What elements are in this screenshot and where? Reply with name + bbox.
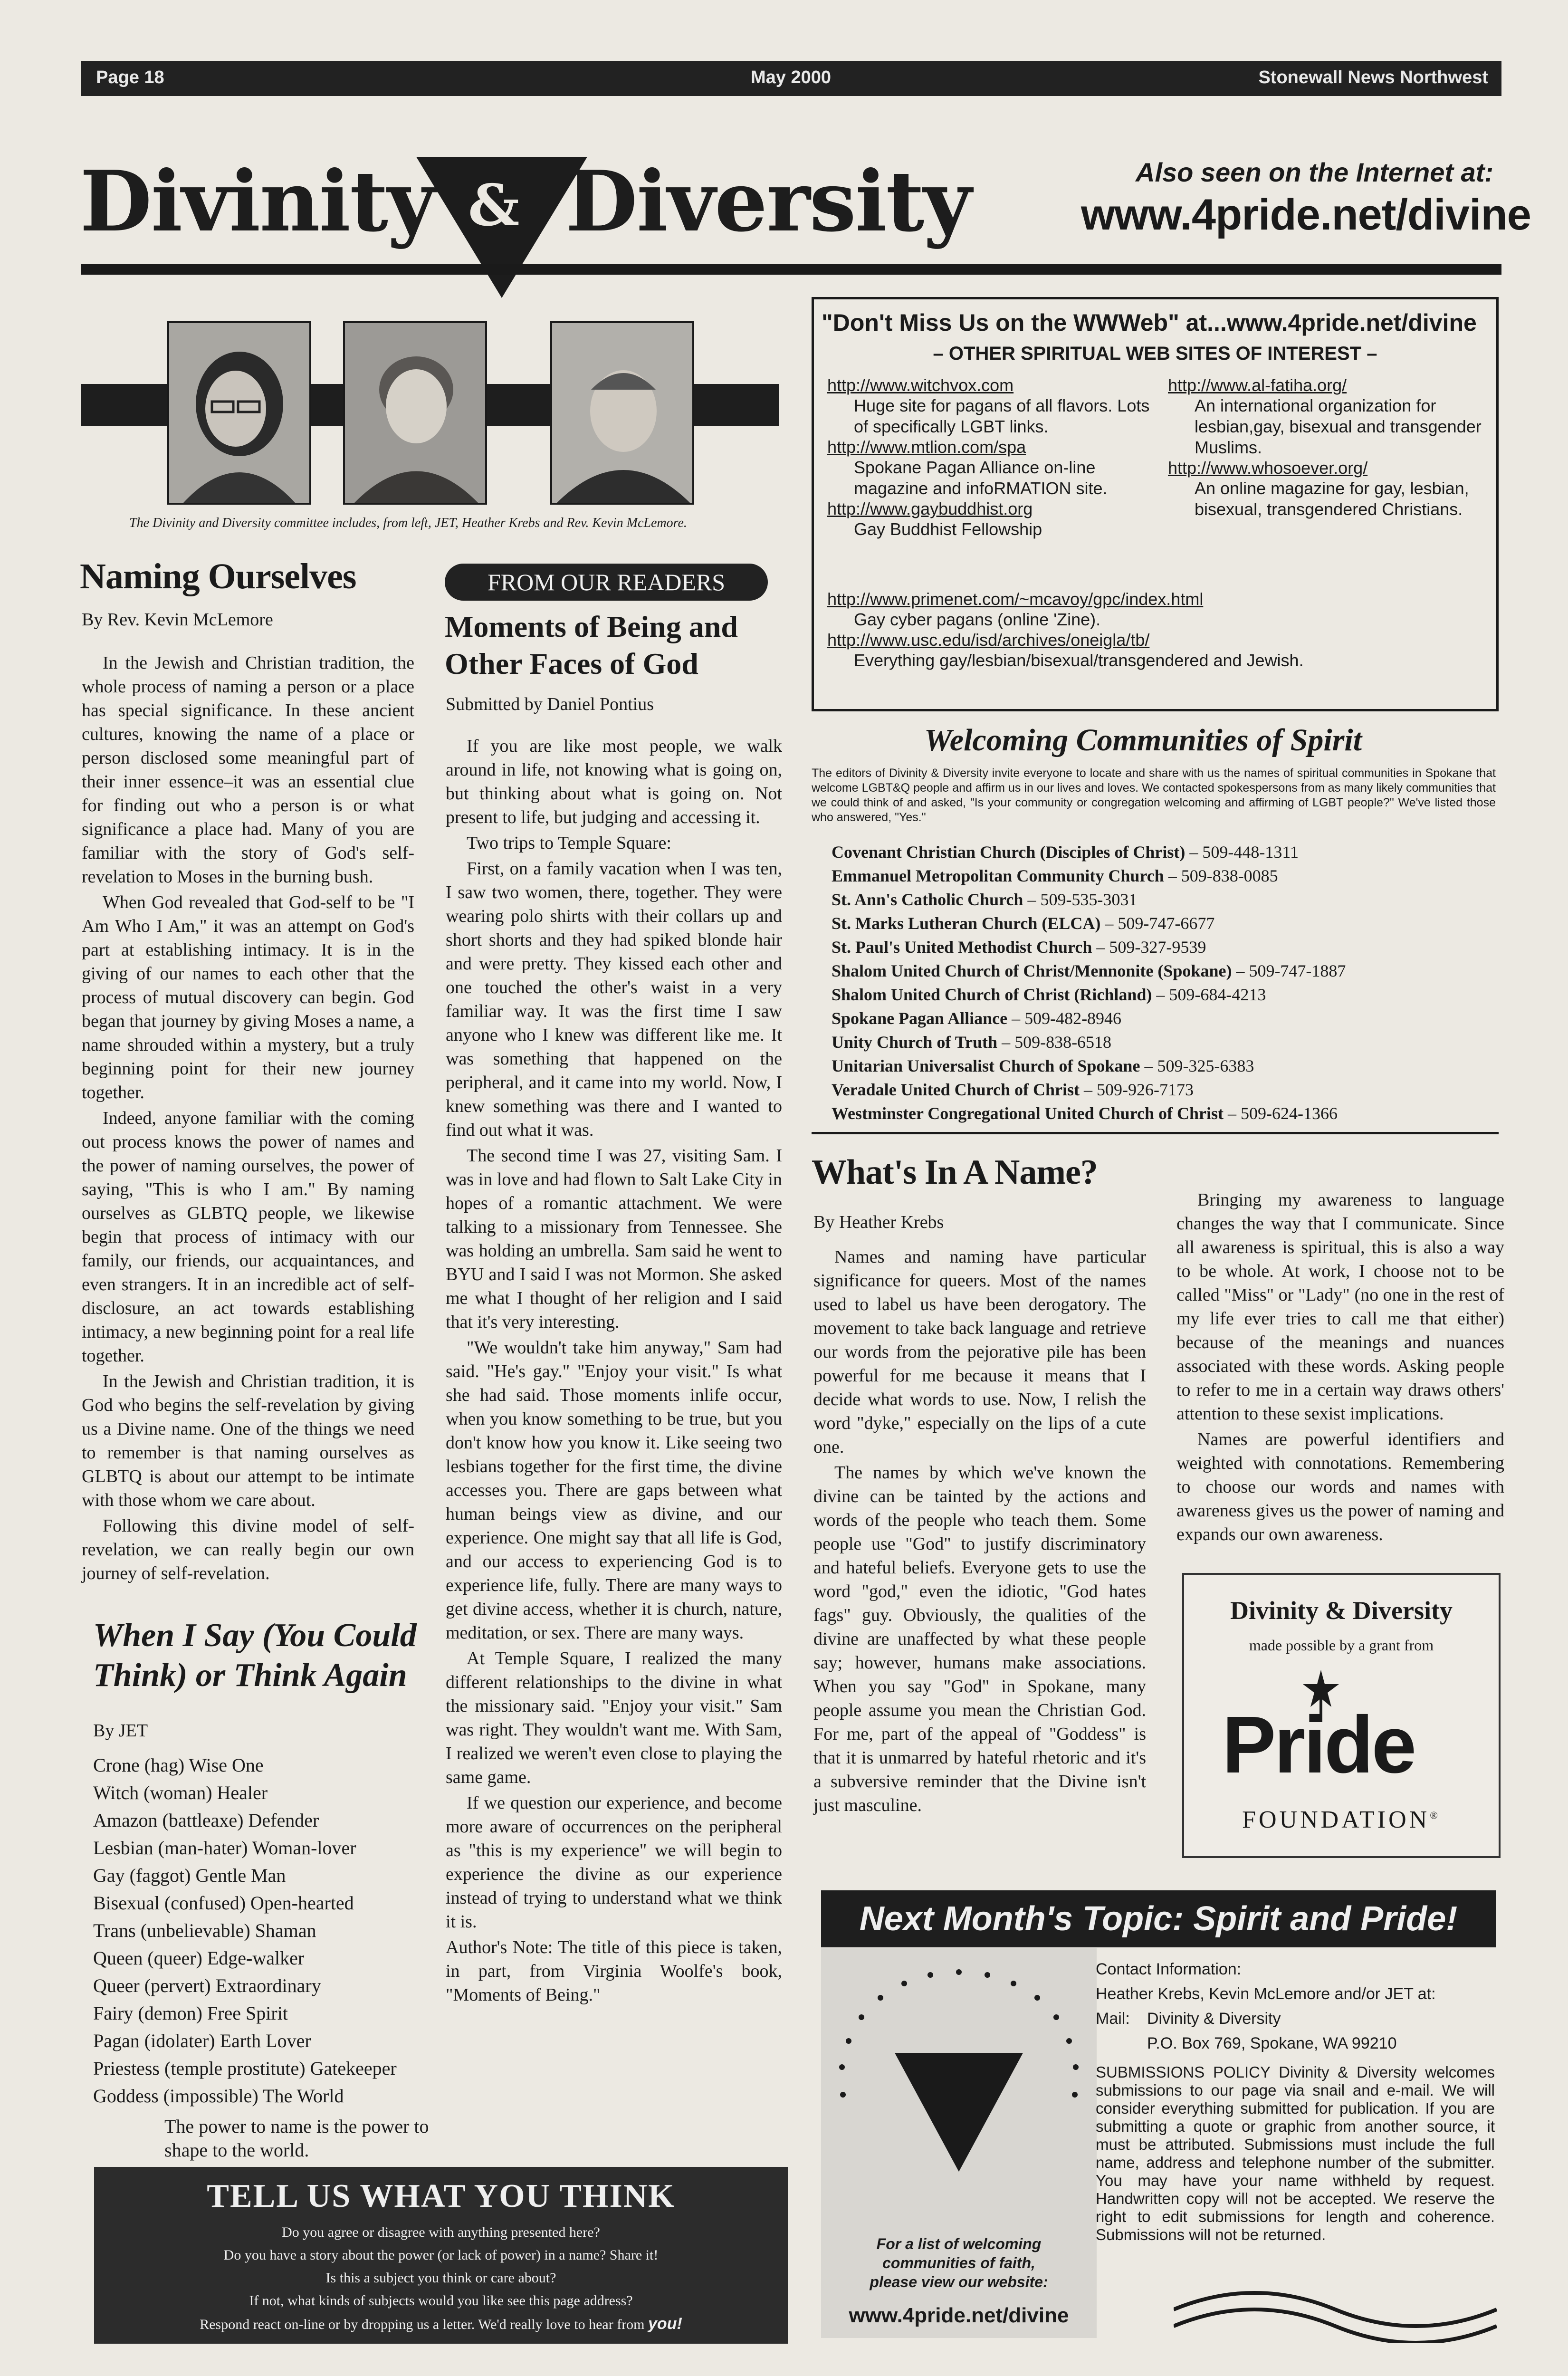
church-row: Spokane Pagan Alliance – 509-482-8946 (832, 1009, 1122, 1028)
when-i-say-title-line2: Think) or Think Again (93, 1657, 407, 1694)
mail-row (1096, 2006, 1495, 2031)
photo-heather-krebs (343, 321, 487, 505)
masthead-rule (81, 264, 1501, 275)
issue-date: May 2000 (751, 67, 832, 87)
graphic-caption (821, 2234, 1097, 2291)
paragraph: "We wouldn't take him anyway," Sam had said. "He's gay." "Enjoy your visit." Is what she had said. Those moments inlife occur, when you know something to be true, but you don't know how you know it. Like seeing two lesbians together for the first time, the divine accesses you. There are gaps between what human beings view as divine, and our experience. One might say that all life is God, and our access to experiencing God is to experience life, fully. There are many ways to get divine access, whether it is church, nature, meditation, or sex. There are many ways. (446, 1338, 782, 1643)
welcoming-title: Welcoming Communities of Spirit (924, 723, 1362, 757)
next-month-banner: Next Month's Topic: Spirit and Pride! (821, 1890, 1496, 1947)
church-row: Emmanuel Metropolitan Community Church – 509-838-0085 (832, 866, 1278, 885)
list-item: Bisexual (confused) Open-hearted (93, 1892, 354, 1914)
paragraph: At Temple Square, I realized the many different relationships to the divine in what the missionary said. "Enjoy your visit." Sam was right. They wouldn't want me. With Sam, I realized we weren't even close to playing the same game. (446, 1648, 782, 1787)
paragraph: In the Jewish and Christian tradition, the whole process of naming a person or a place has special significance. In these ancient cultures, knowing the name of a place or person disclosed some meaningful part of their inner essence–it was an essential clue for finding out who a person is or what significance a place had. Many of you are familiar with the story of God's self-revelation to Moses in the burning bush. (82, 653, 414, 887)
paragraph: When God revealed that God-self to be "I Am Who I Am," it was an attempt on God's part at establishing intimacy. It is in the giving of our names to each other that the process of mutual discovery can begin. God began that journey by giving Moses a name, a name shrouded within a mystery, but a truly beginning point for their new journey together. (82, 892, 414, 1102)
grant-box (1182, 1573, 1501, 1858)
tell-us-line: Do you have a story about the power (or lack of power) in a name? Share it! (223, 2247, 659, 2263)
site-link[interactable]: http://www.al-fatiha.org/ (1168, 375, 1347, 395)
graphic-caption-line1: For a list of welcoming (876, 2235, 1042, 2252)
mail-label: Mail: (1096, 2010, 1130, 2028)
naming-ourselves-title: Naming Ourselves (80, 556, 356, 596)
list-item: Amazon (battleaxe) Defender (93, 1810, 319, 1831)
paragraph: If we question our experience, and become more aware of occurrences on the peripheral as "this is my experience" we will begin to experience the divine as our experience instead of trying to understand what we think it is. (446, 1793, 782, 1932)
paragraph: Indeed, anyone familiar with the coming out process knows the power of names and the power of naming ourselves, the power of saying, "This is who I am." By naming ourselves as GLBTQ people, we likewise begin that process of intimacy with our family, our friends, our acquaintances, and even strangers. It in an incredible act of self-disclosure, an act towards establishing intimacy, a new beginning point for a real life together. (82, 1108, 414, 1366)
from-readers-banner: FROM OUR READERS (445, 564, 768, 601)
from-readers-title-line2: Other Faces of God (445, 647, 698, 680)
registered-mark: ® (1430, 1809, 1441, 1821)
web-sites-right (1168, 375, 1491, 520)
tell-us-line: Do you agree or disagree with anything presented here? (282, 2224, 600, 2240)
church-row: St. Paul's United Methodist Church – 509-327-9539 (832, 938, 1206, 957)
naming-ourselves-body (82, 651, 414, 1587)
contact-header: Contact Information: (1096, 1960, 1242, 1978)
whats-in-a-name-col1 (813, 1245, 1146, 1819)
site-description: Spokane Pagan Alliance on-line magazine and infoRMATION site. (854, 458, 1108, 498)
graphic-caption-line3: please view our website: (870, 2273, 1048, 2290)
from-readers-title-line1: Moments of Being and (445, 610, 738, 643)
paragraph: Following this divine model of self-revelation, we can really begin our own journey of self-revelation. (82, 1516, 414, 1583)
paragraph: In the Jewish and Christian tradition, it is God who begins the self-revelation by giving us a Divine name. One of the things we need to remember is that naming ourselves as GLBTQ is about our attempt to be intimate with those whom we care about. (82, 1371, 414, 1510)
tell-us-box (94, 2167, 788, 2344)
paragraph: If you are like most people, we walk around in life, not knowing what is going on, but thinking about what is going on. Not present to life, but judging and accessing it. (446, 736, 782, 827)
church-row: Covenant Christian Church (Disciples of Christ) – 509-448-1311 (832, 843, 1299, 862)
when-i-say-title-line1: When I Say (You Could (93, 1617, 417, 1654)
web-sites-left (827, 375, 1160, 540)
title-diversity: Diversity (565, 153, 971, 250)
wave-lines-icon (1174, 2267, 1497, 2343)
website-url[interactable]: www.4pride.net/divine (1081, 191, 1531, 239)
paragraph: First, on a family vacation when I was ten, I saw two women, there, together. They were wearing polo shirts with their collars up and short shorts and they had spiked blonde hair and were pretty. They kissed each other and one touched the other's waist in a very familiar way. It was the first time I saw anyone who I knew was different like me. It was something that happened on the peripheral, and it came into my world. Now, I knew something was there and I wanted to find out what it was. (446, 859, 782, 1140)
from-readers-byline: Submitted by Daniel Pontius (446, 694, 654, 714)
web-box-subtitle: – OTHER SPIRITUAL WEB SITES OF INTEREST – (933, 343, 1377, 364)
site-description: Huge site for pagans of all flavors. Lots of specifically LGBT links. (854, 396, 1150, 436)
naming-ourselves-byline: By Rev. Kevin McLemore (82, 610, 273, 630)
pride-foundation-label: FOUNDATION (1242, 1806, 1430, 1833)
whats-in-a-name-byline: By Heather Krebs (813, 1212, 944, 1232)
web-sites-bottom (827, 589, 1483, 671)
tell-us-line: If not, what kinds of subjects would you like see this page address? (249, 2293, 633, 2309)
paragraph: Names and naming have particular significance for queers. Most of the names used to label us have been derogatory. The movement to take back language and retrieve our words from the pejorative pile has been powerful for me because it means that I decide what words to use. Now, I relish the word "dyke," especially on the lips of a cute one. (813, 1247, 1146, 1457)
site-link[interactable]: http://www.usc.edu/isd/archives/oneigla/tb/ (827, 630, 1150, 650)
when-i-say-byline: By JET (93, 1721, 148, 1741)
site-link[interactable]: http://www.gaybuddhist.org (827, 499, 1033, 518)
from-readers-title (445, 608, 738, 682)
list-item: Pagan (idolater) Earth Lover (93, 2030, 311, 2051)
tell-us-title: TELL US WHAT YOU THINK (207, 2178, 675, 2214)
graphic-caption-line2: communities of faith, (882, 2254, 1035, 2271)
list-item: Trans (unbelievable) Shaman (93, 1920, 316, 1941)
tell-us-lines (94, 2221, 788, 2336)
also-seen-label: Also seen on the Internet at: (1136, 157, 1493, 187)
title-ampersand: & (468, 172, 520, 239)
church-row: Unitarian Universalist Church of Spokane – 509-325-6383 (832, 1056, 1254, 1075)
web-box-title: "Don't Miss Us on the WWWeb" at...www.4pride.net/divine (822, 309, 1477, 336)
paragraph: The second time I was 27, visiting Sam. I was in love and had flown to Salt Lake City in hopes of a romantic attachment. We were talking to a missionary from Tennessee. She was holding an umbrella. Sam said he went to BYU and I said I was not Mormon. She asked me what I thought of her religion and I said that it's very interesting. (446, 1146, 782, 1332)
list-item: Queer (pervert) Extraordinary (93, 1975, 321, 1996)
site-description: Gay Buddhist Fellowship (854, 519, 1042, 539)
church-row: Shalom United Church of Christ/Mennonite (Spokane) – 509-747-1887 (832, 961, 1346, 980)
site-description: Everything gay/lesbian/bisexual/transgendered and Jewish. (854, 651, 1304, 670)
masthead-bar (81, 61, 1501, 96)
from-readers-body (446, 734, 782, 2009)
list-item: Lesbian (man-hater) Woman-lover (93, 1837, 356, 1859)
church-row: St. Ann's Catholic Church – 509-535-3031 (832, 890, 1138, 909)
grant-box-subtitle: made possible by a grant from (1249, 1637, 1434, 1654)
paragraph: The names by which we've known the divine can be tainted by the actions and words of the people who teach them. Some people use "God" to justify discriminatory and hateful beliefs. Everyone gets to use the word "god," even the idiotic, "God hates fags" guy. Obviously, the qualities of the divine are unaffected by what these people say; however, humans make associations. When you say "God" in Spokane, many people assume you mean the Christian God. For me, part of the appeal of "Goddess" is that it is unmarred by hateful rhetoric and it's a subversive reminder that the Divine isn't just masculine. (813, 1463, 1146, 1815)
paragraph: Two trips to Temple Square: (467, 833, 671, 853)
grant-box-title: Divinity & Diversity (1230, 1596, 1453, 1625)
list-item: Witch (woman) Healer (93, 1782, 268, 1803)
publication-name: Stonewall News Northwest (1258, 67, 1488, 87)
list-item: Priestess (temple prostitute) Gatekeeper (93, 2058, 397, 2079)
when-i-say-title (93, 1616, 417, 1696)
church-row: Veradale United Church of Christ – 509-926-7173 (832, 1080, 1194, 1099)
site-link[interactable]: http://www.whosoever.org/ (1168, 458, 1368, 478)
site-link[interactable]: http://www.mtlion.com/spa (827, 437, 1026, 457)
site-description: An online magazine for gay, lesbian, bisexual, transgendered Christians. (1195, 479, 1469, 519)
list-item: Goddess (impossible) The World (93, 2085, 344, 2107)
contact-info (1096, 1957, 1495, 2056)
photo-kevin-mclemore (550, 321, 694, 505)
site-link[interactable]: http://www.primenet.com/~mcavoy/gpc/index.html (827, 589, 1204, 609)
pride-logo-word: Pride (1222, 1700, 1415, 1790)
paragraph: Names are powerful identifiers and weighted with connotations. Remembering to choose our words and names with awareness gives us the power of naming and expands our own awareness. (1176, 1429, 1504, 1544)
list-item: Fairy (demon) Free Spirit (93, 2002, 288, 2024)
church-list (832, 840, 1497, 1125)
whats-in-a-name-col2 (1176, 1188, 1504, 1548)
when-i-say-closing: The power to name is the power to shape to the world. (164, 2116, 429, 2161)
list-item: Crone (hag) Wise One (93, 1754, 264, 1776)
site-description: Gay cyber pagans (online 'Zine). (854, 610, 1101, 629)
pride-logo-foundation (1184, 1806, 1499, 1834)
web-sites-box (812, 297, 1499, 711)
church-row: Westminster Congregational United Church of Christ – 509-624-1366 (832, 1104, 1338, 1123)
next-month-graphic (821, 1948, 1097, 2338)
mail-line1: Divinity & Diversity (1147, 2010, 1281, 2028)
church-row: St. Marks Lutheran Church (ELCA) – 509-747-6677 (832, 914, 1215, 933)
dotted-circle-icon (821, 1948, 1097, 2214)
mail-line2: P.O. Box 769, Spokane, WA 99210 (1147, 2034, 1397, 2052)
when-i-say-list (93, 1752, 445, 2110)
tell-us-line: Is this a subject you think or care about? (325, 2270, 556, 2286)
tell-us-you: you! (648, 2315, 682, 2333)
tell-us-line: Respond react on-line or by dropping us a letter. We'd really love to hear from you! (200, 2315, 682, 2333)
paragraph: Bringing my awareness to language changes the way that I communicate. Since all awareness is spiritual, this is also a way to be whole. At work, I choose not to be called "Miss" or "Lady" (no one in the rest of my life ever tries to call me that either) because of the meanings and nuances associated with these words. Asking people to refer to me in a certain way draws others' attention to these sexist implications. (1176, 1190, 1504, 1424)
whats-in-a-name-title: What's In A Name? (812, 1153, 1098, 1192)
church-row: Unity Church of Truth – 509-838-6518 (832, 1033, 1112, 1052)
list-item: Queen (queer) Edge-walker (93, 1947, 305, 1969)
list-item: Gay (faggot) Gentle Man (93, 1865, 286, 1886)
graphic-website-url[interactable]: www.4pride.net/divine (849, 2304, 1069, 2327)
section-rule (812, 1132, 1499, 1134)
title-divinity: Divinity (80, 153, 435, 250)
submissions-policy: SUBMISSIONS POLICY Divinity & Diversity welcomes submissions to our page via snail and e-mail. We will consider everything submitted for publication. If you are submitting a quote or graphic from another source, it must be attributed. Submissions must include the full name, address and telephone number of the submitter. You may have your name withheld by request. Handwritten copy will not be accepted. We reserve the right to edit submissions for length and coherence. Submissions will not be returned. (1096, 2063, 1495, 2243)
authors-note: Author's Note: The title of this piece is taken, in part, from Virginia Woolfe's book, "Moments of Being." (446, 1937, 782, 2005)
photo-jet (167, 321, 311, 505)
contact-names: Heather Krebs, Kevin McLemore and/or JET at: (1096, 1985, 1436, 2003)
photo-caption: The Divinity and Diversity committee includes, from left, JET, Heather Krebs and Rev. Kevin McLemore. (129, 516, 687, 530)
site-description: An international organization for lesbian,gay, bisexual and transgender Muslims. (1195, 396, 1482, 457)
church-row: Shalom United Church of Christ (Richland) – 509-684-4213 (832, 985, 1266, 1004)
site-link[interactable]: http://www.witchvox.com (827, 375, 1014, 395)
page-number: Page 18 (96, 67, 164, 87)
welcoming-intro: The editors of Divinity & Diversity invite everyone to locate and share with us the names of spiritual communities in Spokane that welcome LGBT&Q people and affirm us in our lives and loves. We contacted spokespersons from as many likely communities that we could think of and asked, "Is your community or congregation welcoming and affirming of LGBT people?" We've listed those who answered, "Yes." (812, 766, 1496, 824)
